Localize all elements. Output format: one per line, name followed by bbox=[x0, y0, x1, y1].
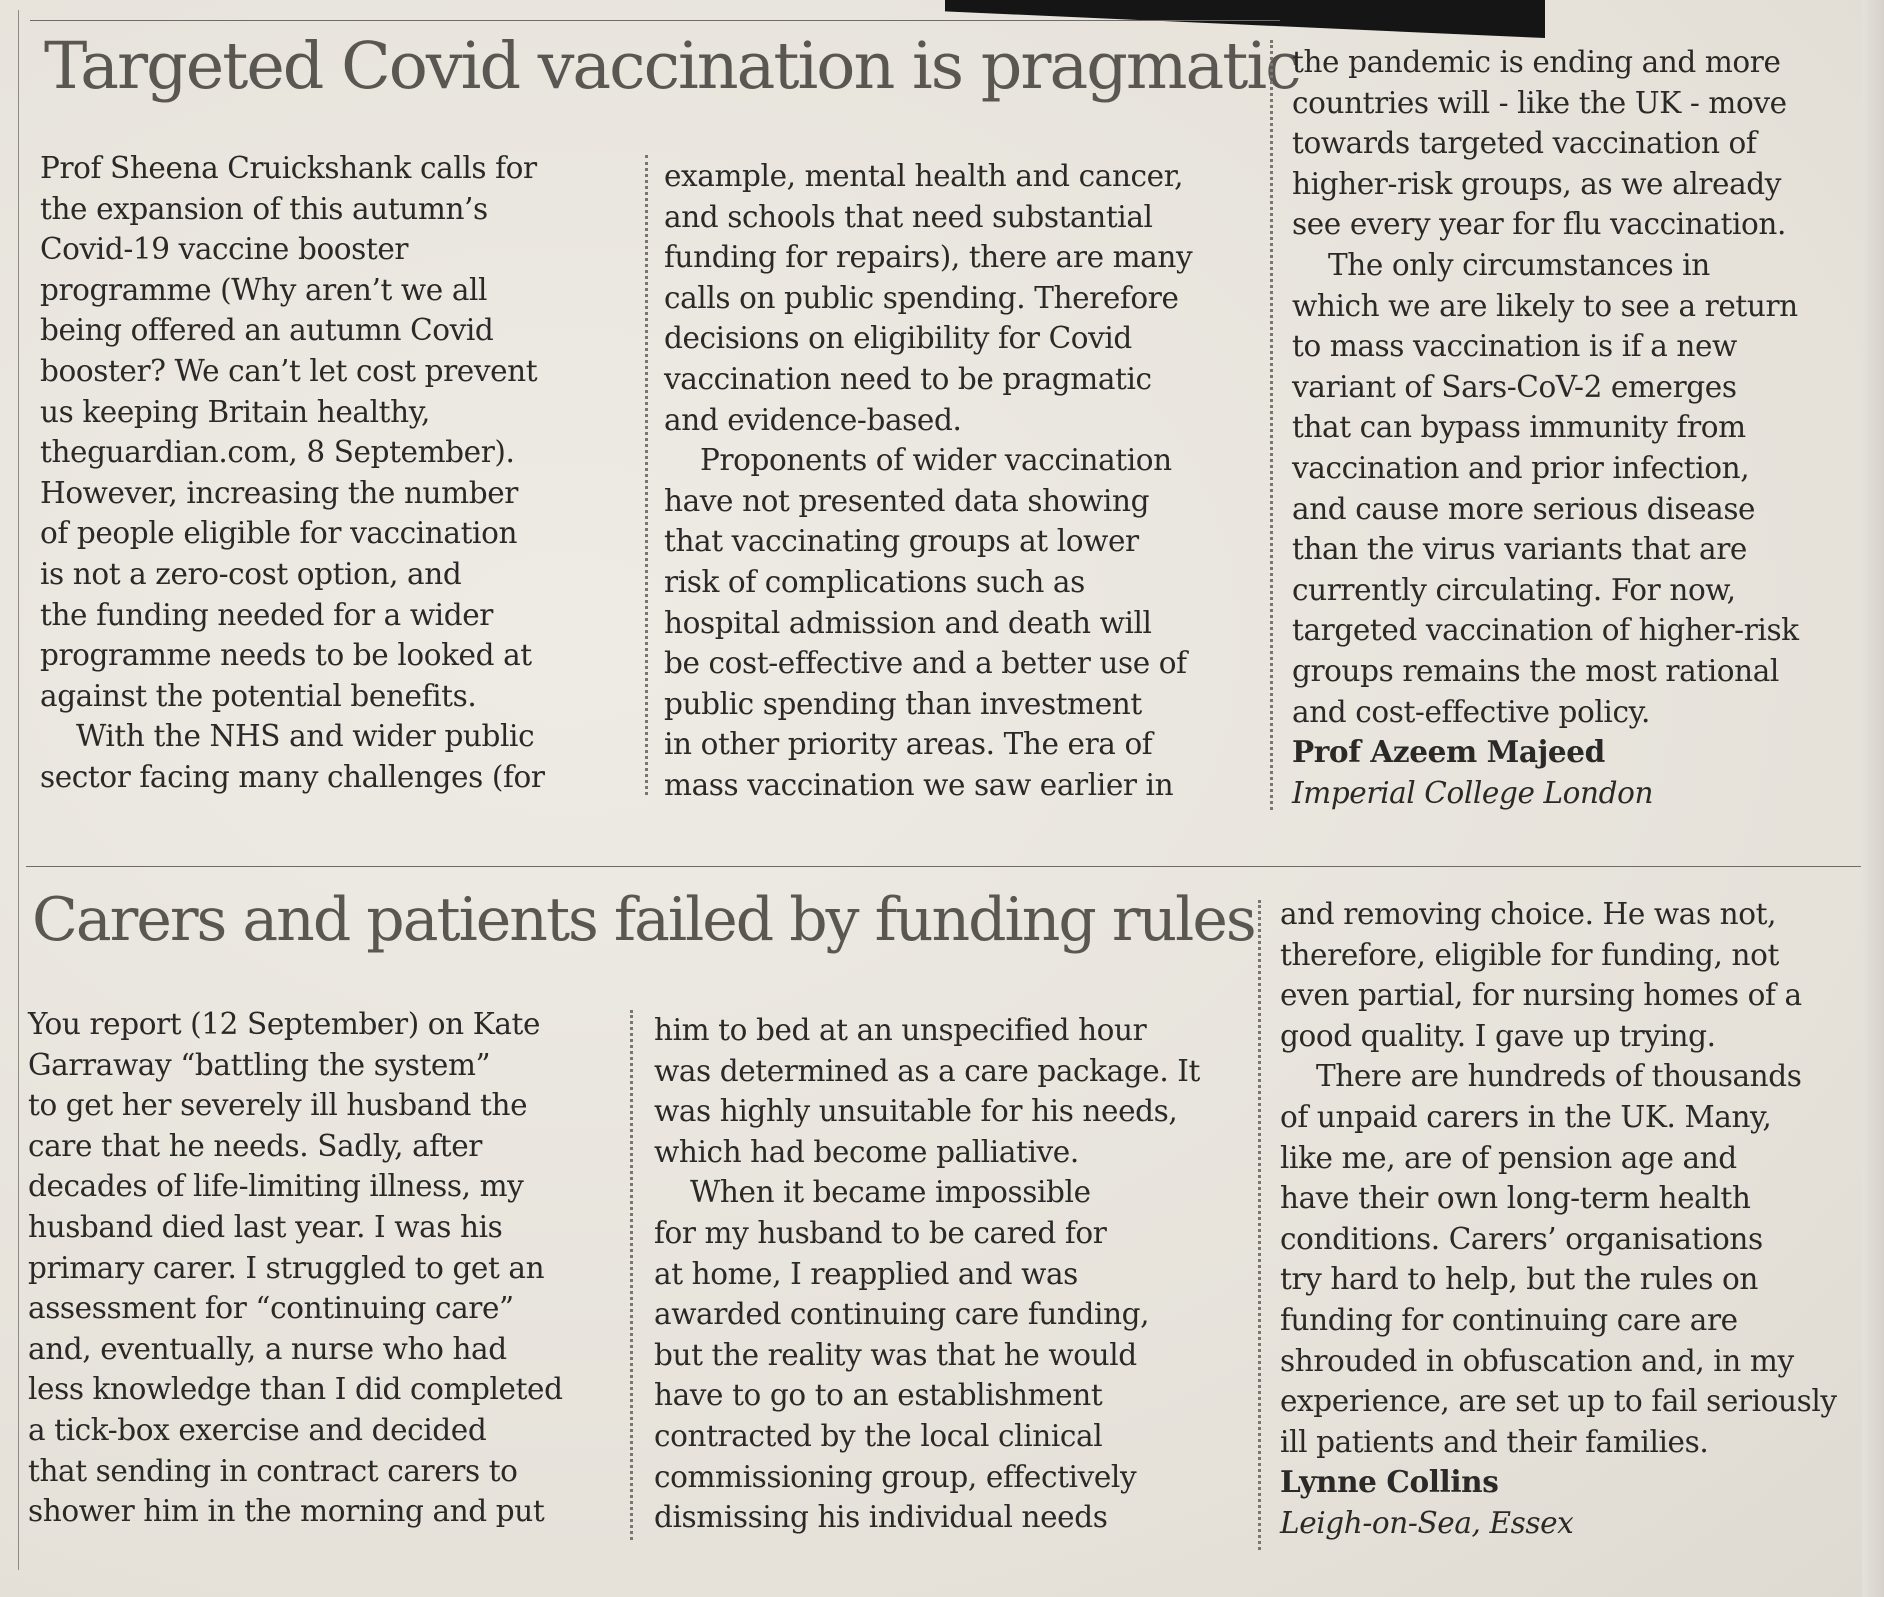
letter-2-column-1 bbox=[28, 1004, 563, 1532]
text-line: see every year for flu vaccination. bbox=[1292, 207, 1786, 242]
text-line: higher-risk groups, as we already bbox=[1292, 166, 1782, 201]
text-line: and cost-effective policy. bbox=[1292, 694, 1650, 729]
text-line: to get her severely ill husband the bbox=[28, 1088, 528, 1123]
letter-1-column-3 bbox=[1292, 42, 1799, 813]
text-line: shower him in the morning and put bbox=[28, 1494, 545, 1529]
text-line: decades of life-limiting illness, my bbox=[28, 1169, 524, 1204]
text-line: and evidence-based. bbox=[664, 402, 962, 437]
text-line: have their own long-term health bbox=[1280, 1181, 1751, 1216]
text-line: us keeping Britain healthy, bbox=[40, 394, 431, 429]
text-line: groups remains the most rational bbox=[1292, 653, 1779, 688]
text-line: that sending in contract carers to bbox=[28, 1453, 518, 1488]
letter-1-top-rule bbox=[30, 20, 1280, 21]
text-line: less knowledge than I did completed bbox=[28, 1372, 563, 1407]
text-line: and, eventually, a nurse who had bbox=[28, 1331, 507, 1366]
author-name: Lynne Collins bbox=[1280, 1464, 1499, 1500]
text-line: You report (12 September) on Kate bbox=[28, 1007, 541, 1041]
text-line: mass vaccination we saw earlier in bbox=[664, 767, 1174, 802]
column-divider bbox=[630, 1010, 633, 1540]
text-line: Prof Sheena Cruickshank calls for bbox=[40, 151, 537, 185]
text-line: hospital admission and death will bbox=[664, 605, 1152, 640]
text-line: and cause more serious disease bbox=[1292, 491, 1756, 526]
author-affiliation: Imperial College London bbox=[1292, 775, 1654, 810]
text-line: booster? We can’t let cost prevent bbox=[40, 353, 538, 388]
text-line: calls on public spending. Therefore bbox=[664, 280, 1179, 315]
text-line: towards targeted vaccination of bbox=[1292, 126, 1757, 161]
text-line: vaccination need to be pragmatic bbox=[664, 361, 1152, 396]
text-line: With the NHS and wider public bbox=[76, 719, 535, 754]
text-line: at home, I reapplied and was bbox=[654, 1256, 1078, 1291]
text-line: assessment for “continuing care” bbox=[28, 1291, 514, 1326]
text-line: but the reality was that he would bbox=[654, 1337, 1137, 1372]
text-line: example, mental health and cancer, bbox=[664, 159, 1184, 193]
text-line: Garraway “battling the system” bbox=[28, 1047, 491, 1082]
text-line: the expansion of this autumn’s bbox=[40, 191, 488, 226]
text-line: even partial, for nursing homes of a bbox=[1280, 978, 1802, 1013]
column-divider bbox=[1258, 900, 1261, 1550]
letter-2-headline: Carers and patients failed by funding rules bbox=[32, 885, 1255, 955]
text-line: than the virus variants that are bbox=[1292, 532, 1747, 567]
text-line: funding for continuing care are bbox=[1280, 1302, 1738, 1337]
text-line: like me, are of pension age and bbox=[1280, 1140, 1737, 1175]
text-line: funding for repairs), there are many bbox=[664, 240, 1193, 275]
text-line: which had become palliative. bbox=[654, 1134, 1079, 1169]
text-line: conditions. Carers’ organisations bbox=[1280, 1221, 1763, 1256]
letter-2-column-2 bbox=[654, 1010, 1200, 1538]
letter-1-column-1 bbox=[40, 148, 545, 798]
text-line: Proponents of wider vaccination bbox=[700, 443, 1172, 478]
text-line: a tick-box exercise and decided bbox=[28, 1412, 487, 1447]
text-line: of unpaid carers in the UK. Many, bbox=[1280, 1099, 1772, 1134]
text-line: theguardian.com, 8 September). bbox=[40, 435, 515, 470]
text-line: public spending than investment bbox=[664, 686, 1142, 721]
text-line: in other priority areas. The era of bbox=[664, 727, 1153, 762]
text-line: variant of Sars-CoV-2 emerges bbox=[1292, 369, 1737, 404]
text-line: be cost-effective and a better use of bbox=[664, 646, 1187, 681]
text-line: the pandemic is ending and more bbox=[1292, 45, 1781, 79]
letter-2-top-rule bbox=[26, 866, 1861, 867]
text-line: is not a zero-cost option, and bbox=[40, 556, 462, 591]
text-line: dismissing his individual needs bbox=[654, 1500, 1108, 1535]
text-line: of people eligible for vaccination bbox=[40, 516, 518, 551]
text-line: Covid-19 vaccine booster bbox=[40, 232, 409, 267]
text-line: vaccination and prior infection, bbox=[1292, 450, 1750, 485]
text-line: targeted vaccination of higher-risk bbox=[1292, 613, 1799, 648]
text-line: shrouded in obfuscation and, in my bbox=[1280, 1343, 1794, 1378]
text-line: the funding needed for a wider bbox=[40, 597, 493, 632]
text-line: care that he needs. Sadly, after bbox=[28, 1128, 482, 1163]
text-line: have to go to an establishment bbox=[654, 1378, 1103, 1413]
text-line: commissioning group, effectively bbox=[654, 1459, 1137, 1494]
text-line: him to bed at an unspecified hour bbox=[654, 1013, 1147, 1047]
text-line: good quality. I gave up trying. bbox=[1280, 1018, 1716, 1053]
text-line: countries will - like the UK - move bbox=[1292, 85, 1787, 120]
letter-2-column-3 bbox=[1280, 894, 1837, 1544]
text-line: awarded continuing care funding, bbox=[654, 1297, 1150, 1332]
text-line: experience, are set up to fail seriously bbox=[1280, 1384, 1837, 1419]
text-line: currently circulating. For now, bbox=[1292, 572, 1736, 607]
letter-1-column-2 bbox=[664, 156, 1192, 806]
text-line: sector facing many challenges (for bbox=[40, 759, 545, 794]
text-line: and removing choice. He was not, bbox=[1280, 897, 1777, 931]
author-affiliation: Leigh-on-Sea, Essex bbox=[1280, 1505, 1574, 1540]
text-line: primary carer. I struggled to get an bbox=[28, 1250, 545, 1285]
text-line: which we are likely to see a return bbox=[1292, 288, 1798, 323]
text-line: try hard to help, but the rules on bbox=[1280, 1262, 1758, 1297]
text-line: to mass vaccination is if a new bbox=[1292, 329, 1737, 364]
text-line: have not presented data showing bbox=[664, 483, 1150, 518]
column-divider bbox=[1270, 40, 1273, 810]
text-line: was determined as a care package. It bbox=[654, 1053, 1201, 1088]
column-divider bbox=[645, 155, 648, 795]
author-name: Prof Azeem Majeed bbox=[1292, 734, 1605, 770]
text-line: was highly unsuitable for his needs, bbox=[654, 1094, 1178, 1129]
letter-1-headline: Targeted Covid vaccination is pragmatic bbox=[44, 29, 1300, 104]
left-margin-rule bbox=[18, 10, 19, 1570]
text-line: There are hundreds of thousands bbox=[1316, 1059, 1802, 1094]
text-line: that vaccinating groups at lower bbox=[664, 524, 1139, 559]
text-line: contracted by the local clinical bbox=[654, 1418, 1103, 1453]
text-line: that can bypass immunity from bbox=[1292, 410, 1746, 445]
text-line: risk of complications such as bbox=[664, 564, 1085, 599]
text-line: programme needs to be looked at bbox=[40, 638, 532, 673]
text-line: However, increasing the number bbox=[40, 475, 518, 510]
text-line: The only circumstances in bbox=[1328, 247, 1710, 282]
text-line: programme (Why aren’t we all bbox=[40, 272, 488, 307]
text-line: and schools that need substantial bbox=[664, 199, 1153, 234]
text-line: ill patients and their families. bbox=[1280, 1424, 1709, 1459]
text-line: therefore, eligible for funding, not bbox=[1280, 937, 1779, 972]
text-line: for my husband to be cared for bbox=[654, 1215, 1107, 1250]
text-line: against the potential benefits. bbox=[40, 678, 477, 713]
text-line: decisions on eligibility for Covid bbox=[664, 321, 1132, 356]
page-edge bbox=[1862, 0, 1884, 1597]
text-line: When it became impossible bbox=[690, 1175, 1091, 1210]
text-line: husband died last year. I was his bbox=[28, 1209, 503, 1244]
text-line: being offered an autumn Covid bbox=[40, 313, 494, 348]
